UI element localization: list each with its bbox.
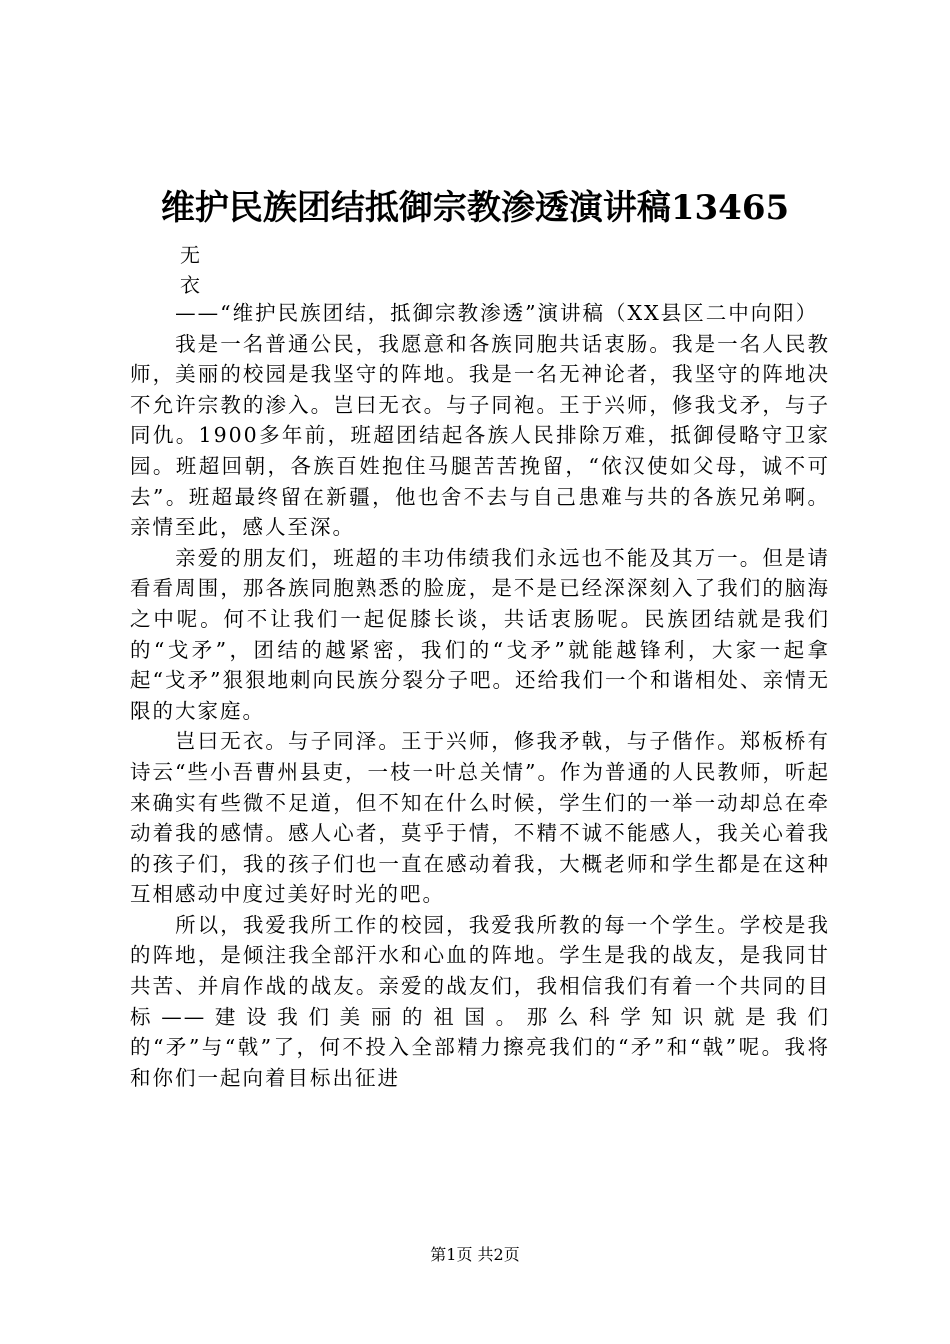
document-body	[130, 298, 830, 1093]
page-number-footer: 第1页 共2页	[430, 1245, 520, 1264]
document-title: 维护民族团结抵御宗教渗透演讲稿13465	[160, 188, 790, 228]
paragraph: 岂曰无衣。与子同泽。王于兴师，修我矛戟，与子偕作。郑板桥有诗云“些小吾曹州县吏，一枝一叶总关情”。作为普通的人民教师，听起来确实有些微不足道，但不知在什么时候，学生们的一举一动却总在牵动着我的感情。感人心者，莫乎于情，不精不诚不能感人，我关心着我的孩子们，我的孩子们也一直在感动着我，大概老师和学生都是在这种互相感动中度过美好时光的吧。	[130, 729, 830, 907]
paragraph: 亲爱的朋友们，班超的丰功伟绩我们永远也不能及其万一。但是请看看周围，那各族同胞熟悉的脸庞，是不是已经深深刻入了我们的脑海之中呢。何不让我们一起促膝长谈，共话衷肠呢。民族团结就是我们的“戈矛”，团结的越紧密，我们的“戈矛”就能越锋利，大家一起拿起“戈矛”狠狠地刺向民族分裂分子吧。还给我们一个和谐相处、亲情无限的大家庭。	[130, 545, 830, 723]
subtitle-paragraph: ——“维护民族团结，抵御宗教渗透”演讲稿（XX县区二中向阳）	[175, 301, 819, 325]
paragraph: 所以，我爱我所工作的校园，我爱我所教的每一个学生。学校是我的阵地，是倾注我全部汗水和心血的阵地。学生是我的战友，是我同甘共苦、并肩作战的战友。亲爱的战友们，我相信我们有着一个共同的目标——建设我们美丽的祖国。那么科学知识就是我们的“矛”与“戟”了，何不投入全部精力擦亮我们的“矛”和“戟”呢。我将和你们一起向着目标出征进	[130, 912, 830, 1090]
author-line-1: 无	[180, 243, 200, 267]
author-line-2: 衣	[180, 273, 200, 297]
author-name	[180, 240, 220, 300]
paragraph: 我是一名普通公民，我愿意和各族同胞共话衷肠。我是一名人民教师，美丽的校园是我坚守的阵地。我是一名无神论者，我坚守的阵地决不允许宗教的渗入。岂曰无衣。与子同袍。王于兴师，修我戈矛，与子同仇。1900多年前，班超团结起各族人民排除万难，抵御侵略守卫家园。班超回朝，各族百姓抱住马腿苦苦挽留，“依汉使如父母，诚不可去”。班超最终留在新疆，他也舍不去与自己患难与共的各族兄弟啊。亲情至此，感人至深。	[130, 331, 830, 540]
